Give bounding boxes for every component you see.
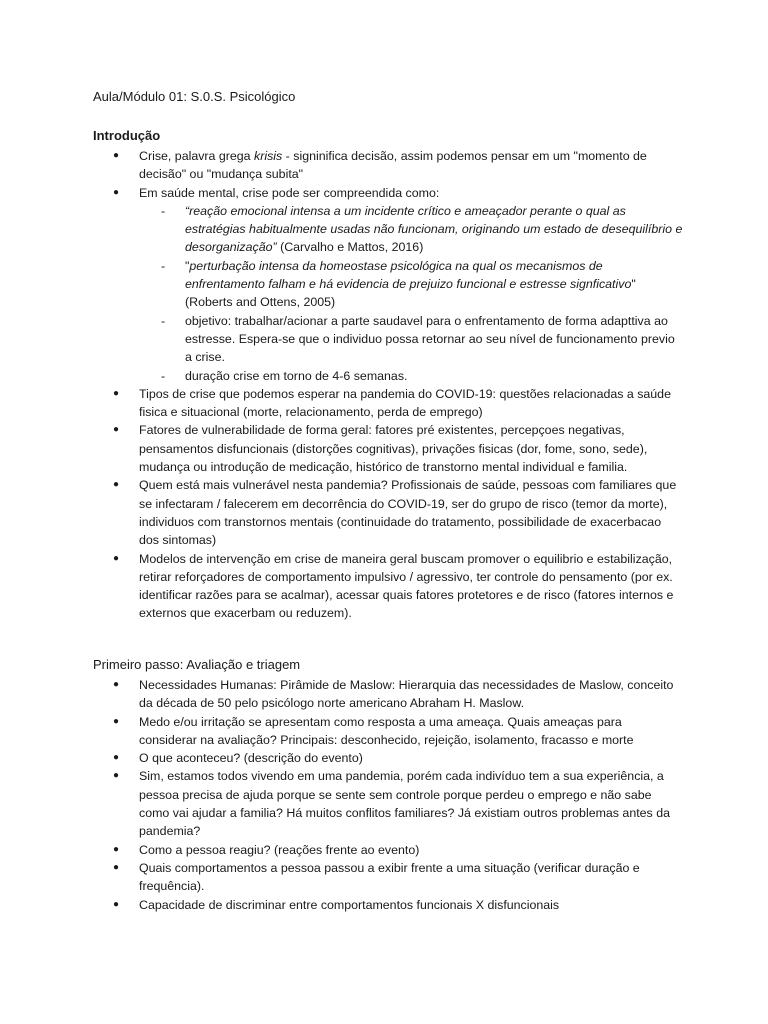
step1-heading: Primeiro passo: Avaliação e triagem [93,657,301,672]
sub-list-item: - “reação emocional intensa a um incidente crítico e ameaçador perante o qual as estratégias habitualmente usadas não funcionam, originando um estado de desequilíbrio e desorganização” (Carvalho e Mattos, 2016) [139,202,683,257]
list-item: ● Fatores de vulnerabilidade de forma geral: fatores pré existentes, percepçoes negativas, pensamentos disfuncionais (distorções cognitivas), privações fisicas (dor, fome, sono, sede), mudança ou introdução de medicação, histórico de transtorno mental individual e familia. [93,421,683,476]
list-item: ● Sim, estamos todos vivendo em uma pandemia, porém cada indivíduo tem a sua experiência, a pessoa precisa de ajuda porque se sente sem controle porque perdeu o emprego e não sabe como vai ajudar a familia? Há muitos conflitos familiares? Já existiam outros problemas antes da pandemia? [93,767,683,840]
sub-list-item: - objetivo: trabalhar/acionar a parte saudavel para o enfrentamento de forma adapttiva ao estresse. Espera-se que o individuo possa retornar ao seu nível de funcionamento previo a crise. [139,312,683,367]
list-item: ● Como a pessoa reagiu? (reações frente ao evento) [93,841,683,859]
step1-list [93,676,683,914]
document-title: Aula/Módulo 01: S.0.S. Psicológico [93,89,296,104]
intro-sublist [139,202,683,385]
list-item: ● O que aconteceu? (descrição do evento) [93,749,683,767]
intro-list [93,147,683,623]
list-item: ● Quais comportamentos a pessoa passou a exibir frente a uma situação (verificar duração e frequência). [93,859,683,896]
list-item: ● Em saúde mental, crise pode ser compreendida como: - “reação emocional intensa a um incidente crítico e ameaçador perante o qual as estratégias habitualmente usadas não funcionam, originando um estado de desequilíbrio e desorganização” (Carvalho e Mattos, 2016) - "perturbação intensa da homeostase psicológica na qual os mecanismos de enfrentamento falham e há evidencia de prejuizo funcional e estresse signficativo" (Roberts and Ottens, 2005) - objetivo: trabalhar/acionar a parte saudavel para o enfrentamento de forma adapttiva ao estresse. Espera-se que o individuo possa retornar ao seu nível de funcionamento previo a crise. - duração crise em torno de 4-6 semanas. [93,184,683,385]
list-item: ● Crise, palavra grega krisis - signinifica decisão, assim podemos pensar em um "momento de decisão" ou "mudança subita" [93,147,683,184]
list-item: ● Modelos de intervenção em crise de maneira geral buscam promover o equilibrio e estabilização, retirar reforçadores de comportamento impulsivo / agressivo, ter controle do pensamento (por ex. identificar razões para se acalmar), acessar quais fatores protetores e de risco (fatores internos e externos que exacerbam ou reduzem). [93,550,683,623]
sub-list-item: - "perturbação intensa da homeostase psicológica na qual os mecanismos de enfrentamento falham e há evidencia de prejuizo funcional e estresse signficativo" (Roberts and Ottens, 2005) [139,257,683,312]
list-item: ● Quem está mais vulnerável nesta pandemia? Profissionais de saúde, pessoas com familiares que se infectaram / falecerem em decorrência do COVID-19, ser do grupo de risco (temor da morte), individuos com transtornos mentais (continuidade do tratamento, possibilidade de exacerbacao dos sintomas) [93,476,683,549]
list-item: ● Capacidade de discriminar entre comportamentos funcionais X disfuncionais [93,896,683,914]
list-item: ● Tipos de crise que podemos esperar na pandemia do COVID-19: questões relacionadas a saúde fisica e situacional (morte, relacionamento, perda de emprego) [93,385,683,422]
sub-list-item: - duração crise em torno de 4-6 semanas. [139,367,683,385]
list-item: ● Medo e/ou irritação se apresentam como resposta a uma ameaça. Quais ameaças para considerar na avaliação? Principais: desconhecido, rejeição, isolamento, fracasso e morte [93,713,683,750]
list-item: ● Necessidades Humanas: Pirâmide de Maslow: Hierarquia das necessidades de Maslow, conceito da década de 50 pelo psicólogo norte americano Abraham H. Maslow. [93,676,683,713]
intro-heading: Introdução [93,128,161,143]
